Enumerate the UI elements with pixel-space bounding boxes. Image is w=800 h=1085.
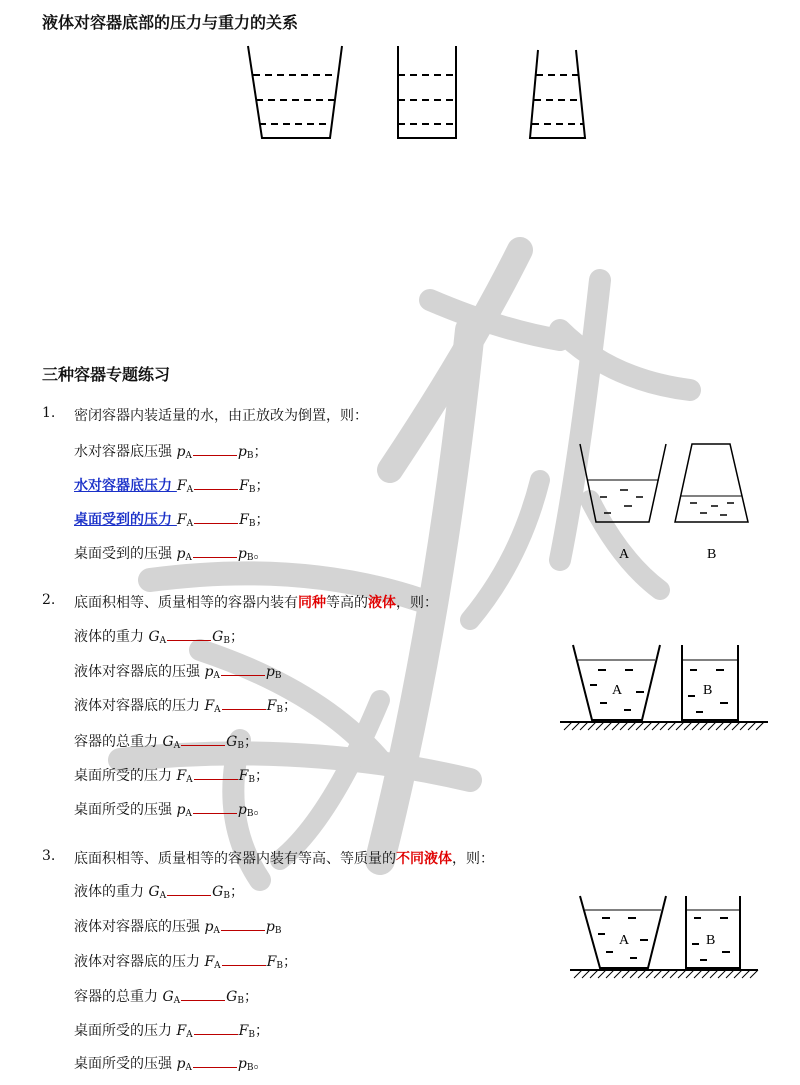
- q3-line-4: 容器的总重力 $G_A$ $G_B$；: [74, 989, 258, 1006]
- label-b: B: [707, 547, 717, 562]
- q3-line-5: 桌面所受的压力 $F_A$ $F_B$；: [74, 1023, 270, 1040]
- line-label: 水对容器底压强: [74, 444, 177, 460]
- question-text: 底面积相等、质量相等的容器内装有同种等高的液体，则：: [74, 595, 438, 611]
- label-a: A: [619, 933, 630, 948]
- q3-line-3: 液体对容器底的压力 $F_A$ $F_B$；: [74, 954, 298, 971]
- q3-line-2: 液体对容器底的压强 $p_A$ $p_B$: [74, 919, 282, 936]
- label-b: B: [706, 933, 716, 948]
- q1-line-3: 桌面受到的压力 $F_A$ $F_B$；: [74, 512, 270, 529]
- q2-line-2: 液体对容器底的压强 $p_A$ $p_B$: [74, 664, 282, 681]
- label-a: A: [619, 547, 630, 562]
- label-a: A: [612, 683, 623, 698]
- question-number: 1.: [42, 405, 56, 421]
- q1-line-4: 桌面受到的压强 $p_A$ $p_B$。: [74, 546, 268, 563]
- q2-line-5: 桌面所受的压力 $F_A$ $F_B$；: [74, 768, 270, 785]
- q2-line-1: 液体的重力 $G_A$ $G_B$；: [74, 629, 244, 646]
- q3-line-1: 液体的重力 $G_A$ $G_B$；: [74, 884, 244, 901]
- line-label: 桌面受到的压强: [74, 546, 177, 562]
- q2-line-6: 桌面所受的压强 $p_A$ $p_B$。: [74, 802, 268, 819]
- q1-line-1: 水对容器底压强 $p_A$ $p_B$；: [74, 444, 268, 461]
- q2-line-3: 液体对容器底的压力 $F_A$ $F_B$；: [74, 698, 298, 715]
- question-text: 密闭容器内装适量的水，由正放改为倒置，则：: [74, 408, 368, 424]
- question-number: 3.: [42, 848, 56, 864]
- q3-line-6: 桌面所受的压强 $p_A$ $p_B$。: [74, 1056, 268, 1073]
- link-text[interactable]: 桌面受到的压力: [74, 512, 177, 528]
- section-title: 三种容器专题练习: [42, 365, 171, 384]
- q1-line-2: 水对容器底压力 $F_A$ $F_B$；: [74, 478, 270, 495]
- label-b: B: [703, 683, 713, 698]
- page-title: 液体对容器底部的压力与重力的关系: [42, 13, 299, 32]
- question-number: 2.: [42, 592, 56, 608]
- link-text[interactable]: 水对容器底压力: [74, 478, 177, 494]
- question-text: 底面积相等、质量相等的容器内装有等高、等质量的不同液体，则：: [74, 851, 494, 867]
- q2-line-4: 容器的总重力 $G_A$ $G_B$；: [74, 734, 258, 751]
